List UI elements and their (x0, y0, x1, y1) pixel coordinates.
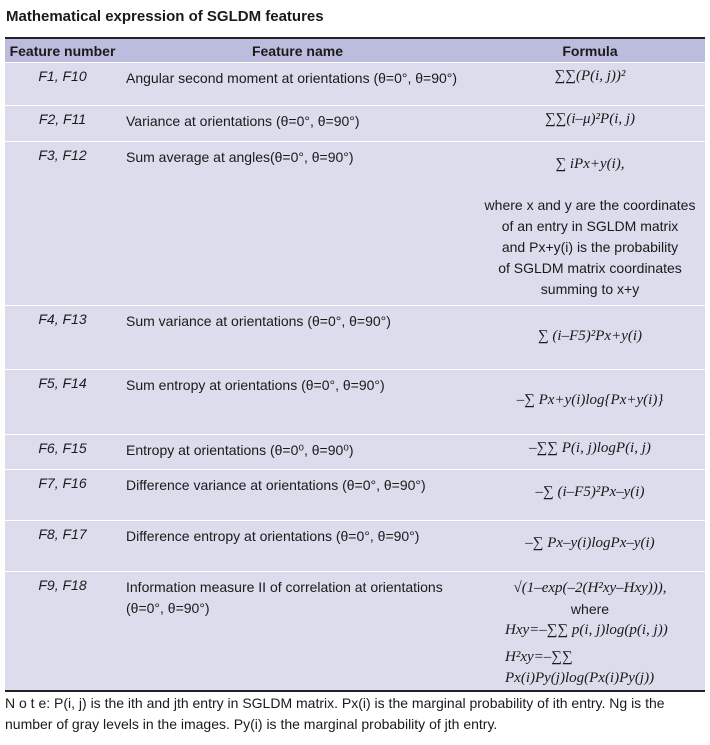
feature-name: Sum variance at orientations (θ=0°, θ=90°) (126, 313, 391, 329)
formula-line: √(1–exp(–2(H²xy–Hxy))), (513, 580, 667, 596)
header-feature-number: Feature number (9, 42, 116, 59)
formula-line: H²xy=–∑∑ Px(i)Py(j)log(Px(i)Py(j)) (505, 649, 655, 686)
feature-name: Sum entropy at orientations (θ=0°, θ=90°) (126, 377, 385, 393)
feature-number: F9, F18 (38, 577, 87, 593)
header-feature-name: Feature name (251, 42, 344, 59)
feature-number: F7, F16 (38, 475, 87, 491)
table-row (5, 470, 705, 521)
feature-number: F2, F11 (38, 111, 87, 127)
formula (475, 142, 705, 305)
formula (475, 370, 705, 434)
feature-number: F4, F13 (38, 311, 87, 327)
feature-number: F8, F17 (38, 526, 87, 542)
table-note: N o t e: P(i, j) is the ith and jth entry in SGLDM matrix. Px(i) is the marginal probability of ith entry. Ng is the number of gray levels in the images. Py(i) is the marginal probability of jth entry. (5, 695, 665, 732)
table-row (5, 572, 705, 690)
feature-name: Difference entropy at orientations (θ=0°, θ=90°) (126, 528, 420, 544)
formula-line: ∑∑(P(i, j))² (554, 68, 626, 84)
table-row (5, 106, 705, 142)
feature-number: F5, F14 (38, 375, 87, 391)
header-formula: Formula (562, 42, 618, 59)
feature-name: Variance at orientations (θ=0°, θ=90°) (126, 113, 360, 129)
formula (475, 106, 705, 141)
formula-line: of SGLDM matrix coordinates (498, 260, 682, 276)
feature-number: F3, F12 (38, 147, 87, 163)
formula-line: –∑ Px–y(i)logPx–y(i) (525, 535, 655, 551)
formula (475, 572, 705, 690)
table-caption: Mathematical expression of SGLDM features (6, 8, 324, 25)
table-row (5, 63, 705, 106)
feature-number: F1, F10 (38, 68, 87, 84)
formula (475, 470, 705, 520)
formula (475, 63, 705, 105)
feature-name: Sum average at angles(θ=0°, θ=90°) (126, 149, 354, 165)
formula-line: where x and y are the coordinates (484, 197, 696, 213)
sgldm-table (5, 37, 705, 692)
formula-line: ∑ iPx+y(i), (555, 156, 625, 172)
table-row (5, 142, 705, 306)
formula-line: of an entry in SGLDM matrix (501, 218, 679, 234)
formula-line: Hxy=–∑∑ p(i, j)log(p(i, j)) (505, 622, 668, 638)
table-row (5, 306, 705, 370)
table-header (5, 39, 705, 63)
formula (475, 521, 705, 571)
feature-name: Difference variance at orientations (θ=0°, θ=90°) (126, 477, 426, 493)
formula-line: where (570, 601, 610, 617)
feature-name: Angular second moment at orientations (θ=0°, θ=90°) (126, 70, 458, 86)
table-row (5, 435, 705, 470)
formula-line: ∑ (i–F5)²Px+y(i) (537, 328, 643, 344)
formula-line: –∑∑ P(i, j)logP(i, j) (529, 440, 651, 456)
formula (475, 435, 705, 469)
formula-line: –∑ (i–F5)²Px–y(i) (535, 484, 645, 500)
formula-line: summing to x+y (540, 281, 640, 297)
formula-line: –∑ Px+y(i)log{Px+y(i)} (516, 392, 664, 408)
formula-line: ∑∑(i–μ)²P(i, j) (544, 111, 636, 127)
feature-name: Entropy at orientations (θ=0⁰, θ=90⁰) (126, 442, 354, 458)
feature-number: F6, F15 (38, 440, 87, 456)
table-row (5, 521, 705, 572)
formula-line: and Px+y(i) is the probability (501, 239, 679, 255)
table-row (5, 370, 705, 435)
feature-name: Information measure II of correlation at orientations (θ=0°, θ=90°) (126, 579, 443, 616)
formula (475, 306, 705, 369)
